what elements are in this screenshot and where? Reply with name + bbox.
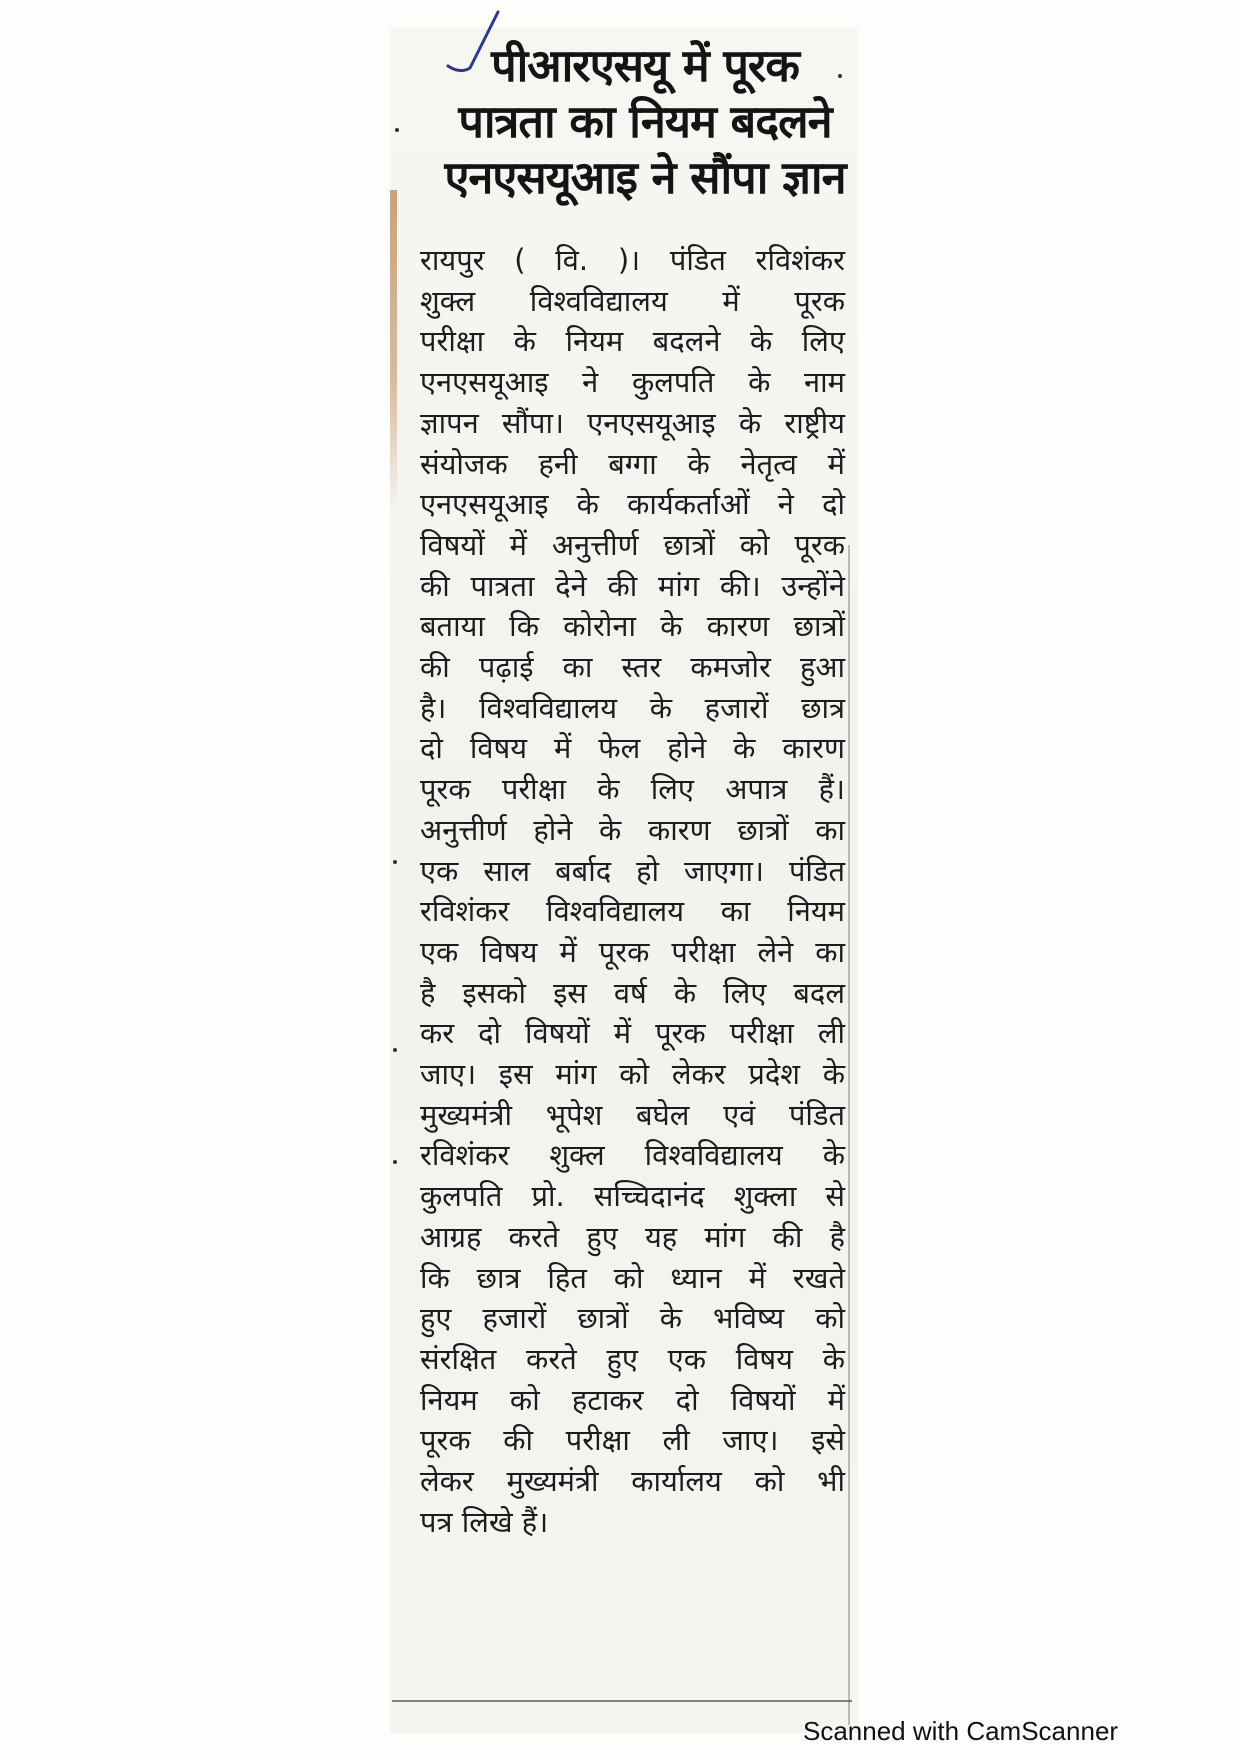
article-line: एक विषय में पूरक परीक्षा लेने का [420,934,845,969]
article-line: हुए हजारों छात्रों के भविष्य को [420,1301,845,1336]
article-line: कि छात्र हित को ध्यान में रखते [420,1260,845,1295]
article-line: कुलपति प्रो. सच्चिदानंद शुक्ला से [420,1179,845,1214]
article-line: संयोजक हनी बग्गा के नेतृत्व में [420,446,845,481]
scan-speck [393,860,397,864]
article-line: अनुत्तीर्ण होने के कारण छात्रों का [420,812,845,847]
article-line: रविशंकर शुक्ल विश्वविद्यालय के [420,1138,845,1173]
column-rule-bottom [392,1700,852,1702]
article-line: विषयों में अनुत्तीर्ण छात्रों को पूरक [420,527,845,562]
scan-speck [395,128,399,132]
article-line: नियम को हटाकर दो विषयों में [420,1382,845,1417]
headline-line: पीआरएसयू में पूरक [491,39,799,92]
article-line: एनएसयूआइ के कार्यकर्ताओं ने दो [420,487,845,522]
scan-speck [838,74,842,78]
headline-line: पात्रता का नियम बदलने [458,95,832,148]
article-line: की पात्रता देने की मांग की। उन्होंने [420,568,845,603]
article-line: बताया कि कोरोना के कारण छात्रों [420,609,845,644]
article-line: रायपुर ( वि. )। पंडित रविशंकर [420,243,845,277]
article-line: ज्ञापन सौंपा। एनएसयूआइ के राष्ट्रीय [420,405,845,440]
article-line: लेकर मुख्यमंत्री कार्यालय को भी [420,1464,845,1499]
article-body [420,240,845,1543]
article-line: मुख्यमंत्री भूपेश बघेल एवं पंडित [420,1097,845,1132]
scan-speck [393,1160,397,1164]
article-line: दो विषय में फेल होने के कारण [420,731,845,766]
article-line: जाए। इस मांग को लेकर प्रदेश के [420,1057,845,1092]
article-line: है इसको इस वर्ष के लिए बदल [420,975,845,1010]
article-line: कर दो विषयों में पूरक परीक्षा ली [420,1016,845,1051]
article-line: आग्रह करते हुए यह मांग की है [420,1219,845,1254]
article-line: शुक्ल विश्वविद्यालय में पूरक [420,283,845,318]
article-line: पत्र लिखे हैं। [420,1504,549,1539]
article-line: एक साल बर्बाद हो जाएगा। पंडित [420,853,845,888]
headline-line: एनएसयूआइ ने सौंपा ज्ञान [444,151,846,204]
scanner-watermark: Scanned with CamScanner [803,1716,1119,1746]
column-rule-right [848,545,850,1725]
article-line: है। विश्वविद्यालय के हजारों छात्र [420,690,845,725]
article-line: पूरक की परीक्षा ली जाए। इसे [420,1423,845,1458]
article-line: रविशंकर विश्वविद्यालय का नियम [420,894,845,929]
article-line: पूरक परीक्षा के लिए अपात्र हैं। [420,772,845,807]
article-line: की पढ़ाई का स्तर कमजोर हुआ [420,650,845,685]
column-edge-left [390,190,397,510]
headline [440,38,850,206]
scan-speck [393,1048,397,1052]
article-line: परीक्षा के नियम बदलने के लिए [420,324,845,359]
article-line: एनएसयूआइ ने कुलपति के नाम [420,365,845,400]
article-line: संरक्षित करते हुए एक विषय के [420,1341,845,1376]
